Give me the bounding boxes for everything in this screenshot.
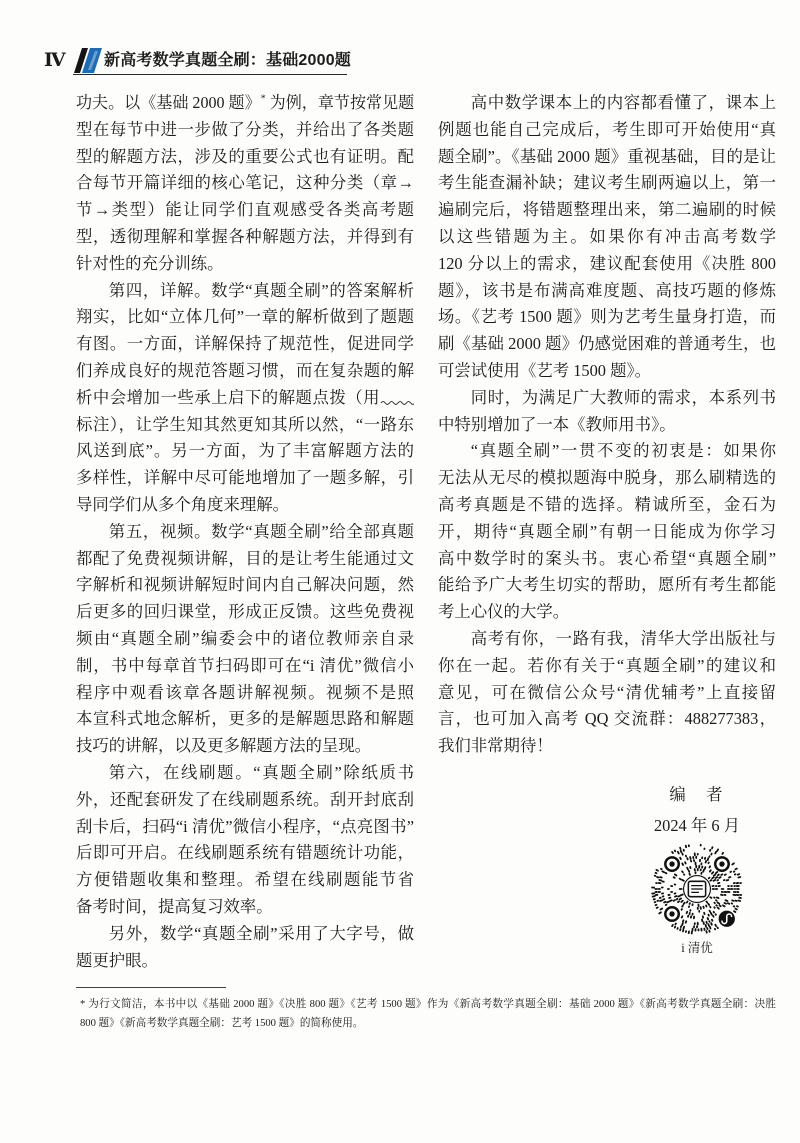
line-segment: 析中会增加一些承上启下的解题点拨（用	[76, 387, 380, 407]
text-line: 题全刷”。《基础 2000 题》重视基础，目的是让	[438, 146, 776, 166]
text-line	[76, 385, 414, 412]
header-rule	[73, 74, 347, 75]
footnote-line: * 为行文简洁，本书中以《基础 2000 题》《决胜 800 题》《艺考 1500 题》作为《新高考数学真题全刷：基础 2000 题》《新高考数学真题全刷：决胜	[80, 999, 776, 1010]
text-line: 型，透彻理解和掌握各种解题方法，并得到有	[76, 226, 414, 246]
text-line: 言，也可加入高考 QQ 交流群：488277383，	[438, 709, 776, 729]
footnote	[80, 995, 776, 1033]
paragraph	[76, 921, 414, 975]
mini-program-icon	[719, 911, 735, 927]
text-line: 考生能查漏补缺；建议考生刷两遍以上，第一	[438, 173, 776, 193]
line-segment: 为例，章节按常见题	[265, 93, 415, 112]
text-line: 第五，视频。数学“真题全刷”给全部真题	[108, 521, 414, 541]
text-line: 多样性，详解中尽可能地增加了一题多解，引	[76, 468, 414, 488]
footnote-rule	[76, 987, 226, 988]
text-line: 题》，该书是布满高难度题、高技巧题的修炼	[438, 280, 776, 300]
signature-author: 编 者	[669, 785, 725, 804]
text-line: 以这些错题为主。如果你有冲击高考数学	[438, 226, 776, 246]
text-line: 高考有你，一路有我，清华大学出版社与	[470, 628, 776, 648]
text-line: 考上心仪的大学。	[438, 602, 570, 622]
text-line: 刷《基础 2000 题》仍感觉困难的普通考生，也	[438, 334, 776, 354]
text-line: “真题全刷”一贯不变的初衷是：如果你	[470, 441, 776, 461]
text-line: 同时，为满足广大教师的需求，本系列书	[470, 387, 776, 407]
text-line: 外，还配套研发了在线刷题系统。刮开封底刮	[76, 789, 414, 809]
text-line: 我们非常期待！	[438, 736, 553, 756]
paragraph	[438, 438, 776, 626]
text-line: 型在每节中进一步做了分类，并给出了各类题	[76, 119, 414, 139]
text-line: 例题也能自己完成后，考生即可开始使用“真	[438, 119, 776, 139]
paragraph	[76, 90, 414, 278]
left-column	[76, 90, 414, 974]
text-line: 标注），让学生知其然更知其所以然，“一路东	[76, 414, 414, 434]
text-line: 型的解题方法，涉及的重要公式也有证明。配	[76, 146, 414, 166]
text-line: 节→类型）能让同学们直观感受各类高考题	[76, 200, 414, 220]
text-line: 频由“真题全刷”编委会中的诸位教师亲自录	[76, 628, 414, 648]
paragraph	[438, 90, 776, 385]
text-line: 针对性的充分训练。	[76, 253, 224, 273]
footnote-line: 800 题》《新高考数学真题全刷：艺考 1500 题》的简称使用。	[80, 1018, 364, 1029]
text-line: 遍刷完后，将错题整理出来，第二遍刷的时候	[438, 200, 776, 220]
text-line: 开，期待“真题全刷”有朝一日能成为你学习	[438, 521, 776, 541]
footnote-marker: *	[260, 93, 266, 105]
paragraph	[438, 626, 776, 760]
text-line: 风送到底”。另一方面，为了丰富解题方法的	[76, 441, 414, 461]
right-column	[438, 90, 776, 760]
text-line: 场。《艺考 1500 题》则为艺考生量身打造，而	[438, 307, 776, 327]
text-line: 高中数学时的案头书。衷心希望“真题全刷”	[438, 548, 776, 568]
text-line: 题更护眼。	[76, 950, 158, 970]
text-line: 方便错题收集和整理。希望在线刷题能节省	[76, 870, 414, 890]
line-segment: 功夫。以《基础 2000 题》	[76, 93, 261, 112]
text-line: 制，书中每章首节扫码即可在“i 清优”微信小	[76, 655, 414, 675]
text-line: 后更多的回归课堂，形成正反馈。这些免费视	[76, 602, 414, 622]
paragraph	[438, 385, 776, 439]
text-line	[76, 90, 415, 117]
text-line: 都配了免费视频讲解，目的是让考生能通过文	[76, 548, 414, 568]
wavy-underline-icon	[380, 399, 414, 407]
text-line: 刮卡后，扫码“i 清优”微信小程序，“点亮图书”	[76, 816, 414, 836]
page-number: Ⅳ	[44, 49, 66, 71]
text-line: 能给予广大考生切实的帮助，愿所有考生都能	[438, 575, 776, 595]
text-line: 备考时间，提高复习效率。	[76, 896, 273, 916]
qr-code-icon	[649, 841, 745, 937]
series-logo-icon	[73, 47, 103, 74]
text-line: 合每节开篇详细的核心笔记，这种分类（章→	[76, 173, 414, 193]
text-line: 翔实，比如“立体几何”一章的解析做到了题题	[76, 307, 414, 327]
qr-code-label: i 清优	[681, 941, 713, 955]
text-line: 后即可开启。在线刷题系统有错题统计功能，	[76, 843, 414, 863]
text-line: 无法从无尽的模拟题海中脱身，那么刷精选的	[438, 468, 776, 488]
text-line: 字解析和视频讲解短时间内自己解决问题，然	[76, 575, 414, 595]
text-line: 120 分以上的需求，建议配套使用《决胜 800	[438, 253, 776, 273]
text-line: 意见，可在微信公众号“清优辅考”上直接留	[438, 682, 776, 702]
text-line: 导同学们从多个角度来理解。	[76, 494, 290, 514]
text-line: 本宣科式地念解析，更多的是解题思路和解题	[76, 709, 414, 729]
paragraph	[76, 278, 414, 519]
text-line: 你在一起。若你有关于“真题全刷”的建议和	[438, 655, 776, 675]
text-line: 技巧的讲解，以及更多解题方法的呈现。	[76, 736, 372, 756]
signature-date: 2024 年 6 月	[653, 816, 741, 835]
paragraph	[76, 760, 414, 921]
qr-center-logo	[684, 876, 711, 903]
text-line: 高中数学课本上的内容都看懂了，课本上	[470, 93, 776, 112]
text-line: 有图。一方面，详解保持了规范性，促进同学	[76, 334, 414, 354]
text-line: 另外，数学“真题全刷”采用了大字号，做	[108, 923, 414, 943]
text-line: 们养成良好的规范答题习惯，而在复杂题的解	[76, 360, 414, 380]
text-line: 第四，详解。数学“真题全刷”的答案解析	[108, 280, 414, 300]
text-line: 程序中观看该章各题讲解视频。视频不是照	[76, 682, 414, 702]
text-line: 高考真题是不错的选择。精诚所至，金石为	[438, 494, 776, 514]
text-line: 第六，在线刷题。“真题全刷”除纸质书	[108, 762, 414, 782]
text-line: 中特别增加了一本《教师用书》。	[438, 414, 676, 434]
text-line: 可尝试使用《艺考 1500 题》。	[438, 360, 652, 380]
paragraph	[76, 519, 414, 760]
running-title: 新高考数学真题全刷：基础2000题	[104, 52, 351, 69]
